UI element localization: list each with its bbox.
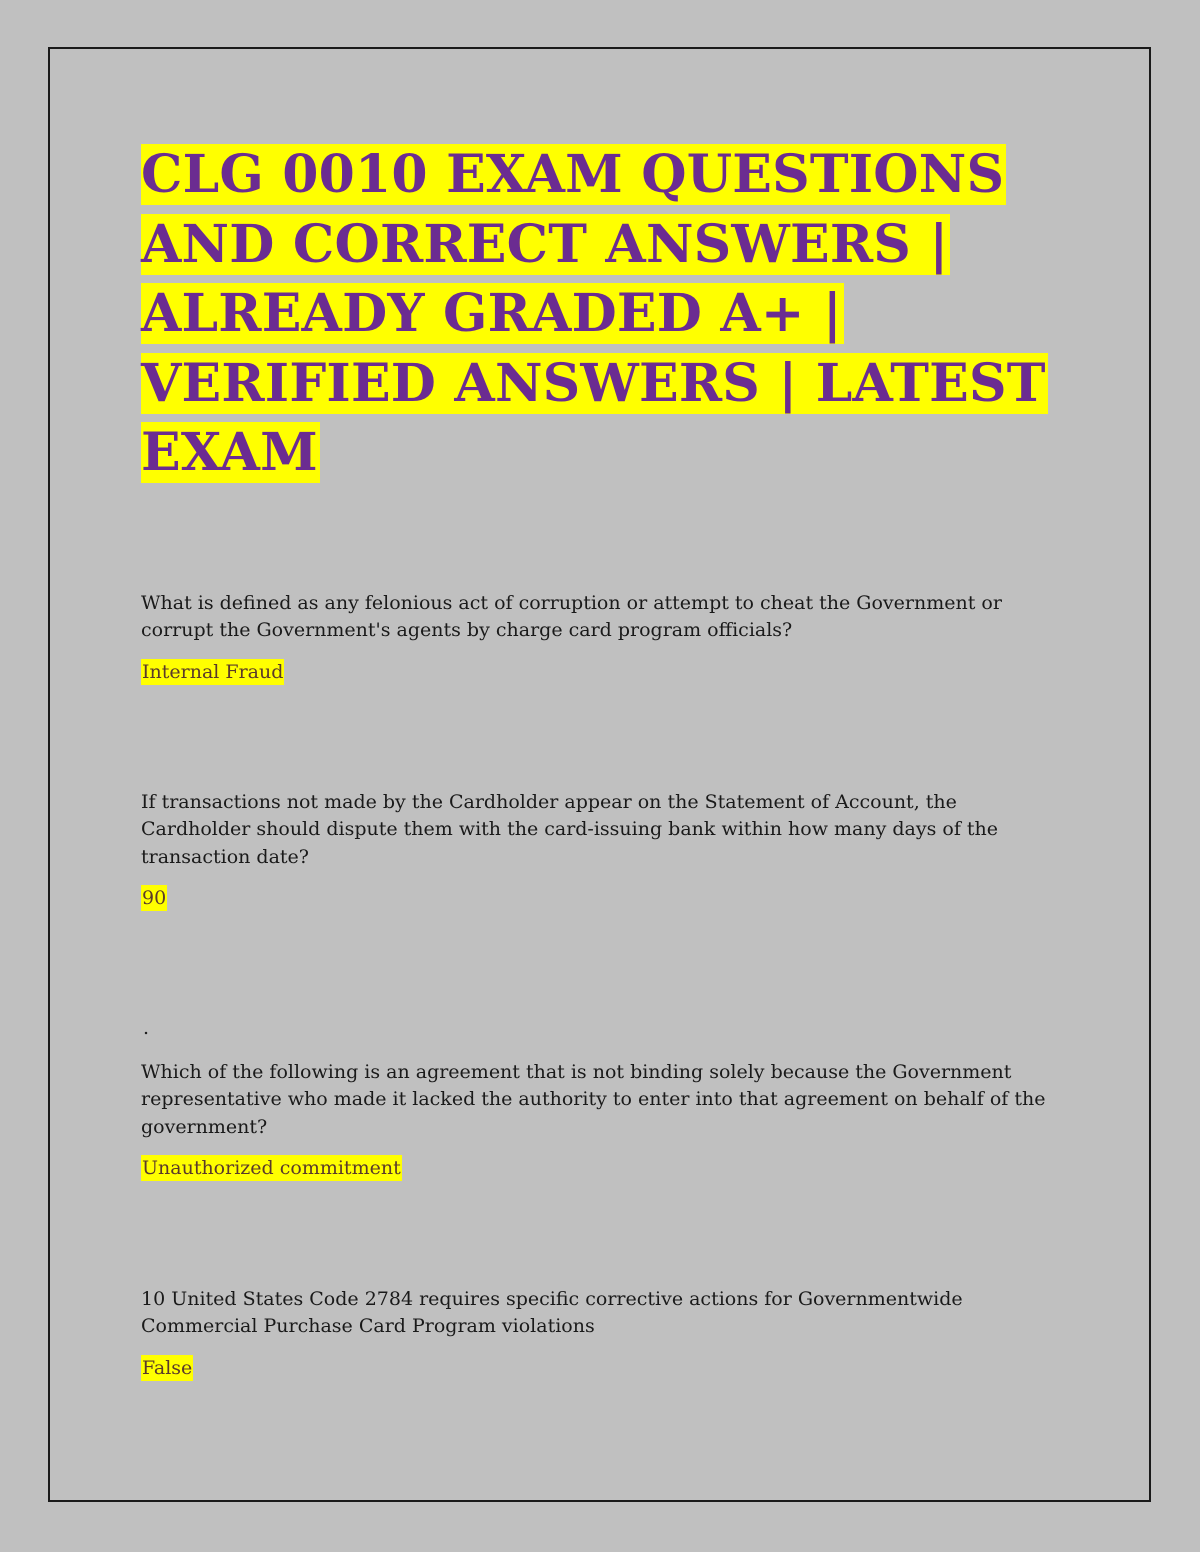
document-title (141, 140, 1061, 488)
document-body (141, 140, 1061, 488)
answer-highlight: Internal Fraud (142, 660, 284, 683)
title-highlight: CLG 0010 EXAM QUESTIONS AND CORRECT ANSWERS | ALREADY GRADED A+ | VERIFIED ANSWERS | LATEST EXAM (141, 144, 1046, 483)
separator-dot: . (143, 1017, 150, 1039)
question-text: What is defined as any felonious act of corruption or attempt to cheat the Government or corrupt the Government's agents by charge card program officials? (141, 592, 1002, 642)
answer-text (141, 885, 1061, 912)
answer-highlight: Unauthorized commitment (142, 1156, 401, 1179)
answer-text (141, 1355, 1061, 1382)
answer-text (141, 1155, 1061, 1182)
question-text: 10 United States Code 2784 requires specific corrective actions for Governmentwide Commercial Purchase Card Program violations (141, 1288, 963, 1338)
qa-item-1 (141, 590, 1061, 686)
question-text: If transactions not made by the Cardholder appear on the Statement of Account, the Cardholder should dispute them with the card-issuing bank within how many days of the transaction date? (141, 791, 999, 868)
answer-text (141, 659, 1061, 686)
question-text: Which of the following is an agreement that is not binding solely because the Government representative who made it lacked the authority to enter into that agreement on behalf of the government? (141, 1061, 1046, 1138)
answer-highlight: False (142, 1356, 193, 1379)
qa-item-2 (141, 789, 1061, 912)
qa-item-4 (141, 1286, 1061, 1382)
qa-item-3 (141, 1059, 1061, 1182)
answer-highlight: 90 (142, 886, 167, 909)
